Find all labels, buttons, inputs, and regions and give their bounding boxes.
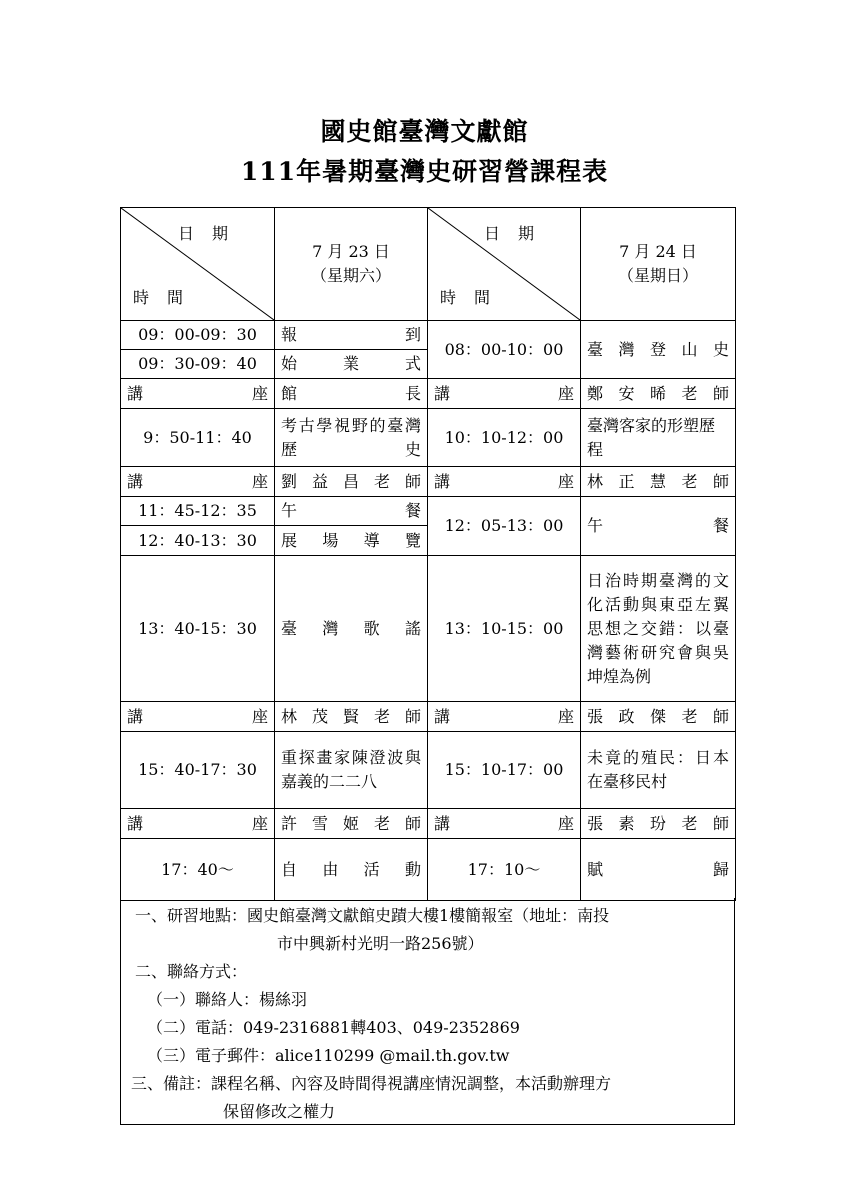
doc-title: 國史館臺灣文獻館 [320, 117, 529, 146]
table-row [121, 321, 736, 350]
time-cell: 9：50-11：40 [121, 409, 275, 467]
lecturer-label: 講座 [428, 702, 581, 732]
lecturer-name: 張素玢老師 [581, 809, 736, 839]
lecturer-name: 張政傑老師 [581, 702, 736, 732]
day1-header [275, 208, 428, 321]
session-cell: 重探畫家陳澄波與嘉義的二二八 [275, 732, 428, 809]
time-cell: 12：40-13：30 [121, 526, 275, 556]
time-cell: 08：00-10：00 [428, 321, 581, 379]
table-row [121, 409, 736, 467]
header-row [121, 208, 736, 321]
note-remarks: 三、備註：課程名稱、內容及時間得視講座情況調整，本活動辦理方 [131, 1074, 612, 1093]
time-cell: 17：10～ [428, 839, 581, 901]
session-cell: 午餐 [581, 497, 736, 556]
session-cell: 臺灣客家的形塑歷程 [581, 409, 736, 467]
time-cell: 09：00-09：30 [121, 321, 275, 350]
note-contact: 二、聯絡方式： [135, 962, 248, 981]
time-cell: 12：05-13：00 [428, 497, 581, 556]
lecturer-label: 講座 [428, 467, 581, 497]
day2-date: 7 月 24 日 [619, 242, 697, 261]
time-cell: 10：10-12：00 [428, 409, 581, 467]
time-cell: 17：40～ [121, 839, 275, 901]
lecturer-name: 館長 [275, 379, 428, 409]
lecturer-label: 講座 [428, 809, 581, 839]
lecturer-name: 許雪姬老師 [275, 809, 428, 839]
lecturer-name: 鄭安晞老師 [581, 379, 736, 409]
day1-date: 7 月 23 日 [312, 242, 390, 261]
session-cell: 午餐 [275, 497, 428, 526]
time-cell: 15：40-17：30 [121, 732, 275, 809]
date-label: 日期 [483, 224, 552, 243]
session-cell: 未竟的殖民：日本在臺移民村 [581, 732, 736, 809]
lecturer-name: 林茂賢老師 [275, 702, 428, 732]
lecturer-label: 講座 [121, 702, 275, 732]
table-row [121, 839, 736, 901]
table-row [121, 809, 736, 839]
note-location-cont: 市中興新村光明一路256號） [277, 934, 484, 953]
session-cell: 臺灣歌謠 [275, 556, 428, 702]
session-cell: 考古學視野的臺灣歷史 [275, 409, 428, 467]
note-contact-phone: （二）電話：049-2316881轉403、049-2352869 [147, 1018, 520, 1037]
session-cell: 自由活動 [275, 839, 428, 901]
time-cell: 15：10-17：00 [428, 732, 581, 809]
day1-weekday: （星期六） [310, 266, 391, 285]
time-cell: 13：10-15：00 [428, 556, 581, 702]
session-cell: 展場導覽 [275, 526, 428, 556]
day2-weekday: （星期日） [617, 266, 698, 285]
table-row [121, 732, 736, 809]
table-row [121, 497, 736, 526]
note-location: 一、研習地點：國史館臺灣文獻館史蹟大樓1樓簡報室（地址：南投 [135, 906, 610, 925]
time-label: 時間 [133, 288, 202, 307]
lecturer-name: 林正慧老師 [581, 467, 736, 497]
table-row [121, 467, 736, 497]
lecturer-label: 講座 [121, 467, 275, 497]
time-cell: 11：45-12：35 [121, 497, 275, 526]
note-contact-email: （三）電子郵件：alice110299 @mail.th.gov.tw [147, 1046, 510, 1065]
lecturer-name: 劉益昌老師 [275, 467, 428, 497]
session-cell: 始業式 [275, 350, 428, 379]
date-label: 日期 [177, 224, 246, 243]
session-cell: 臺灣登山史 [581, 321, 736, 379]
note-remarks-cont: 保留修改之權力 [223, 1102, 336, 1121]
time-cell: 09：30-09：40 [121, 350, 275, 379]
schedule-table [120, 207, 736, 901]
note-contact-person: （一）聯絡人：楊絲羽 [147, 990, 308, 1009]
session-cell: 日治時期臺灣的文化活動與東亞左翼思想之交錯：以臺灣藝術研究會與吳坤煌為例 [581, 556, 736, 702]
session-cell: 報到 [275, 321, 428, 350]
lecturer-label: 講座 [428, 379, 581, 409]
time-cell: 13：40-15：30 [121, 556, 275, 702]
day2-header [581, 208, 736, 321]
session-cell: 賦歸 [581, 839, 736, 901]
table-row [121, 379, 736, 409]
lecturer-label: 講座 [121, 379, 275, 409]
doc-subtitle: 111年暑期臺灣史研習營課程表 [240, 157, 609, 186]
header-diagonal-cell-day2 [428, 208, 581, 321]
header-diagonal-cell-day1 [121, 208, 275, 321]
notes-section [120, 898, 735, 1125]
time-label: 時間 [440, 288, 509, 307]
table-row [121, 702, 736, 732]
table-row [121, 556, 736, 702]
lecturer-label: 講座 [121, 809, 275, 839]
